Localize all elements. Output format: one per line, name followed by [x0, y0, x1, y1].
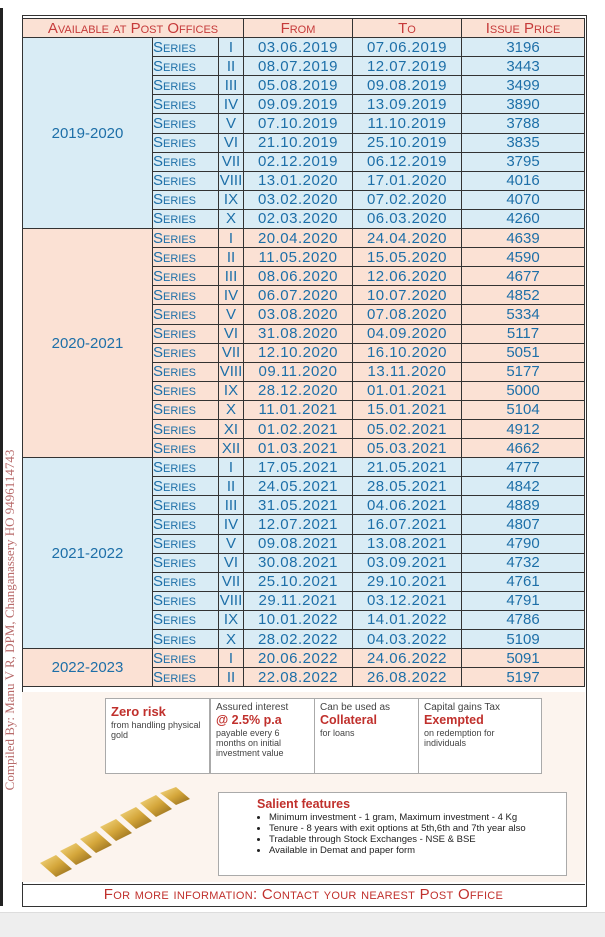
- series-label: Series: [153, 190, 219, 209]
- series-label: Series: [153, 38, 219, 57]
- series-number: X: [219, 400, 244, 419]
- watermark: Compiled By: Manu V R, DPM, Changanassery HO 9496114743: [2, 449, 17, 791]
- to-date: 04.03.2022: [353, 630, 462, 649]
- to-date: 03.09.2021: [353, 553, 462, 572]
- series-number: III: [219, 496, 244, 515]
- series-number: V: [219, 534, 244, 553]
- to-date: 12.06.2020: [353, 267, 462, 286]
- series-number: V: [219, 305, 244, 324]
- to-date: 24.04.2020: [353, 229, 462, 248]
- issue-price: 3499: [462, 76, 585, 95]
- issue-price: 4590: [462, 248, 585, 267]
- series-number: IX: [219, 190, 244, 209]
- issue-price: 4852: [462, 286, 585, 305]
- gold-bars-icon: [30, 785, 200, 880]
- issue-price: 4761: [462, 572, 585, 591]
- series-label: Series: [153, 515, 219, 534]
- series-number: VI: [219, 133, 244, 152]
- interest-head: Assured interest: [216, 702, 289, 713]
- from-date: 08.06.2020: [244, 267, 353, 286]
- issue-price: 4639: [462, 229, 585, 248]
- issue-price: 4677: [462, 267, 585, 286]
- table-body: [23, 38, 585, 687]
- to-date: 29.10.2021: [353, 572, 462, 591]
- from-date: 24.05.2021: [244, 477, 353, 496]
- year-cell: 2020-2021: [23, 229, 153, 458]
- series-label: Series: [153, 610, 219, 629]
- issue-price: 5000: [462, 381, 585, 400]
- to-date: 17.01.2020: [353, 171, 462, 190]
- to-date: 05.02.2021: [353, 419, 462, 438]
- issue-price: 4016: [462, 171, 585, 190]
- issue-price: 3835: [462, 133, 585, 152]
- issue-price: 4786: [462, 610, 585, 629]
- from-date: 03.08.2020: [244, 305, 353, 324]
- from-date: 20.04.2020: [244, 229, 353, 248]
- interest-box: [210, 698, 315, 774]
- to-date: 07.02.2020: [353, 190, 462, 209]
- issue-price: 5334: [462, 305, 585, 324]
- series-label: Series: [153, 324, 219, 343]
- tax-box: [418, 698, 542, 774]
- from-date: 09.11.2020: [244, 362, 353, 381]
- from-date: 03.06.2019: [244, 38, 353, 57]
- series-number: VII: [219, 572, 244, 591]
- series-label: Series: [153, 133, 219, 152]
- from-date: 28.02.2022: [244, 630, 353, 649]
- issue-price: 3443: [462, 57, 585, 76]
- series-label: Series: [153, 400, 219, 419]
- issue-price: 4070: [462, 190, 585, 209]
- header-from: From: [244, 19, 353, 38]
- tax-text: on redemption for individuals: [424, 728, 495, 748]
- salient-item: • Minimum investment - 1 gram, Maximum investment - 4 Kg: [269, 812, 566, 823]
- series-number: IV: [219, 95, 244, 114]
- salient-title: Salient features: [257, 797, 351, 811]
- series-label: Series: [153, 572, 219, 591]
- series-label: Series: [153, 591, 219, 610]
- from-date: 21.10.2019: [244, 133, 353, 152]
- series-label: Series: [153, 229, 219, 248]
- table-row: [23, 38, 585, 57]
- series-label: Series: [153, 553, 219, 572]
- zero-risk-title: Zero risk: [111, 704, 166, 719]
- issue-price: 5117: [462, 324, 585, 343]
- series-label: Series: [153, 248, 219, 267]
- series-number: VI: [219, 324, 244, 343]
- to-date: 13.11.2020: [353, 362, 462, 381]
- to-date: 28.05.2021: [353, 477, 462, 496]
- issue-price: 5197: [462, 668, 585, 687]
- from-date: 09.09.2019: [244, 95, 353, 114]
- from-date: 02.12.2019: [244, 152, 353, 171]
- series-label: Series: [153, 496, 219, 515]
- from-date: 17.05.2021: [244, 458, 353, 477]
- issue-price: 4732: [462, 553, 585, 572]
- to-date: 06.12.2019: [353, 152, 462, 171]
- issue-price: 5091: [462, 649, 585, 668]
- table-row: [23, 649, 585, 668]
- issue-price: 3788: [462, 114, 585, 133]
- issue-price: 4790: [462, 534, 585, 553]
- series-number: VIII: [219, 363, 243, 381]
- header-to: To: [353, 19, 462, 38]
- series-label: Series: [153, 171, 219, 190]
- from-date: 30.08.2021: [244, 553, 353, 572]
- salient-item: • Tenure - 8 years with exit options at 5th,6th and 7th year also: [269, 823, 566, 834]
- series-number: IX: [219, 610, 244, 629]
- salient-item: • Available in Demat and paper form: [269, 845, 566, 856]
- series-number: I: [219, 649, 244, 668]
- header-issue-price: Issue Price: [462, 19, 585, 38]
- from-date: 03.02.2020: [244, 190, 353, 209]
- collateral-title: Collateral: [320, 713, 377, 727]
- to-date: 25.10.2019: [353, 133, 462, 152]
- series-label: Series: [153, 419, 219, 438]
- to-date: 26.08.2022: [353, 668, 462, 687]
- table-header-row: [23, 19, 585, 38]
- from-date: 28.12.2020: [244, 381, 353, 400]
- tax-head: Capital gains Tax: [424, 702, 500, 713]
- from-date: 11.01.2021: [244, 400, 353, 419]
- from-date: 08.07.2019: [244, 57, 353, 76]
- series-label: Series: [153, 95, 219, 114]
- bottom-band: [0, 912, 605, 937]
- to-date: 11.10.2019: [353, 114, 462, 133]
- issue-price: 5104: [462, 400, 585, 419]
- issue-price: 5109: [462, 630, 585, 649]
- issue-price: 4260: [462, 209, 585, 228]
- salient-item: • Tradable through Stock Exchanges - NSE & BSE: [269, 834, 566, 845]
- to-date: 24.06.2022: [353, 649, 462, 668]
- issue-price: 5177: [462, 362, 585, 381]
- issue-price: 4912: [462, 419, 585, 438]
- series-number: V: [219, 114, 244, 133]
- issue-price: 4662: [462, 439, 585, 458]
- series-label: Series: [153, 343, 219, 362]
- from-date: 01.03.2021: [244, 439, 353, 458]
- salient-features-box: [218, 792, 567, 876]
- from-date: 09.08.2021: [244, 534, 353, 553]
- series-number: II: [219, 477, 244, 496]
- series-number: VIII: [219, 592, 243, 610]
- issue-price: 4842: [462, 477, 585, 496]
- from-date: 07.10.2019: [244, 114, 353, 133]
- issue-price: 4889: [462, 496, 585, 515]
- zero-risk-box: [105, 698, 210, 774]
- to-date: 13.08.2021: [353, 534, 462, 553]
- series-label: Series: [153, 381, 219, 400]
- issue-price: 4807: [462, 515, 585, 534]
- issue-price: 5051: [462, 343, 585, 362]
- to-date: 14.01.2022: [353, 610, 462, 629]
- tax-title: Exempted: [424, 713, 484, 727]
- to-date: 16.10.2020: [353, 343, 462, 362]
- from-date: 11.05.2020: [244, 248, 353, 267]
- series-label: Series: [153, 534, 219, 553]
- to-date: 05.03.2021: [353, 439, 462, 458]
- series-number: IV: [219, 286, 244, 305]
- series-number: IV: [219, 515, 244, 534]
- series-label: Series: [153, 76, 219, 95]
- to-date: 06.03.2020: [353, 209, 462, 228]
- collateral-text: for loans: [320, 728, 355, 738]
- series-label: Series: [153, 458, 219, 477]
- series-label: Series: [153, 152, 219, 171]
- series-number: XII: [219, 439, 244, 458]
- from-date: 31.05.2021: [244, 496, 353, 515]
- from-date: 13.01.2020: [244, 171, 353, 190]
- interest-text: payable every 6 months on initial investment value: [216, 728, 284, 758]
- salient-list: [257, 812, 566, 856]
- series-label: Series: [153, 286, 219, 305]
- series-label: Series: [153, 477, 219, 496]
- series-number: IX: [219, 381, 244, 400]
- collateral-box: [314, 698, 419, 774]
- collateral-head: Can be used as: [320, 702, 391, 713]
- year-cell: 2022-2023: [23, 649, 153, 687]
- from-date: 20.06.2022: [244, 649, 353, 668]
- series-number: VII: [219, 343, 244, 362]
- series-number: II: [219, 248, 244, 267]
- series-number: I: [219, 38, 244, 57]
- interest-rate: @ 2.5% p.a: [216, 713, 282, 727]
- from-date: 01.02.2021: [244, 419, 353, 438]
- issue-price: 3795: [462, 152, 585, 171]
- series-label: Series: [153, 362, 219, 381]
- series-label: Series: [153, 57, 219, 76]
- series-label: Series: [153, 209, 219, 228]
- series-label: Series: [153, 114, 219, 133]
- series-label: Series: [153, 649, 219, 668]
- to-date: 10.07.2020: [353, 286, 462, 305]
- table-row: [23, 229, 585, 248]
- issue-price: 4791: [462, 591, 585, 610]
- series-number: XI: [219, 419, 244, 438]
- series-label: Series: [153, 305, 219, 324]
- year-cell: 2019-2020: [23, 38, 153, 229]
- series-number: I: [219, 229, 244, 248]
- series-number: III: [219, 267, 244, 286]
- to-date: 03.12.2021: [353, 591, 462, 610]
- gold-bars-image: [30, 785, 200, 880]
- from-date: 12.10.2020: [244, 343, 353, 362]
- issue-price: 3890: [462, 95, 585, 114]
- to-date: 15.01.2021: [353, 400, 462, 419]
- from-date: 25.10.2021: [244, 572, 353, 591]
- to-date: 01.01.2021: [353, 381, 462, 400]
- series-number: I: [219, 458, 244, 477]
- to-date: 07.08.2020: [353, 305, 462, 324]
- from-date: 02.03.2020: [244, 209, 353, 228]
- from-date: 31.08.2020: [244, 324, 353, 343]
- series-number: III: [219, 76, 244, 95]
- to-date: 07.06.2019: [353, 38, 462, 57]
- series-label: Series: [153, 439, 219, 458]
- issue-price: 4777: [462, 458, 585, 477]
- series-number: VII: [219, 152, 244, 171]
- issue-price: 3196: [462, 38, 585, 57]
- issue-table: [22, 18, 585, 687]
- series-number: X: [219, 209, 244, 228]
- to-date: 16.07.2021: [353, 515, 462, 534]
- from-date: 05.08.2019: [244, 76, 353, 95]
- from-date: 10.01.2022: [244, 610, 353, 629]
- to-date: 21.05.2021: [353, 458, 462, 477]
- series-number: II: [219, 57, 244, 76]
- to-date: 12.07.2019: [353, 57, 462, 76]
- zero-risk-text: from handling physical gold: [111, 720, 201, 740]
- to-date: 13.09.2019: [353, 95, 462, 114]
- footer-contact: For more information: Contact your nearest Post Office: [22, 884, 585, 905]
- series-number: II: [219, 668, 244, 687]
- series-number: VIII: [219, 172, 243, 190]
- to-date: 04.09.2020: [353, 324, 462, 343]
- table-row: [23, 458, 585, 477]
- series-number: X: [219, 630, 244, 649]
- from-date: 29.11.2021: [244, 591, 353, 610]
- from-date: 06.07.2020: [244, 286, 353, 305]
- from-date: 12.07.2021: [244, 515, 353, 534]
- series-label: Series: [153, 668, 219, 687]
- to-date: 09.08.2019: [353, 76, 462, 95]
- from-date: 22.08.2022: [244, 668, 353, 687]
- year-cell: 2021-2022: [23, 458, 153, 649]
- to-date: 04.06.2021: [353, 496, 462, 515]
- series-label: Series: [153, 267, 219, 286]
- series-label: Series: [153, 630, 219, 649]
- series-number: VI: [219, 553, 244, 572]
- to-date: 15.05.2020: [353, 248, 462, 267]
- header-available: Available at Post Offices: [23, 19, 244, 38]
